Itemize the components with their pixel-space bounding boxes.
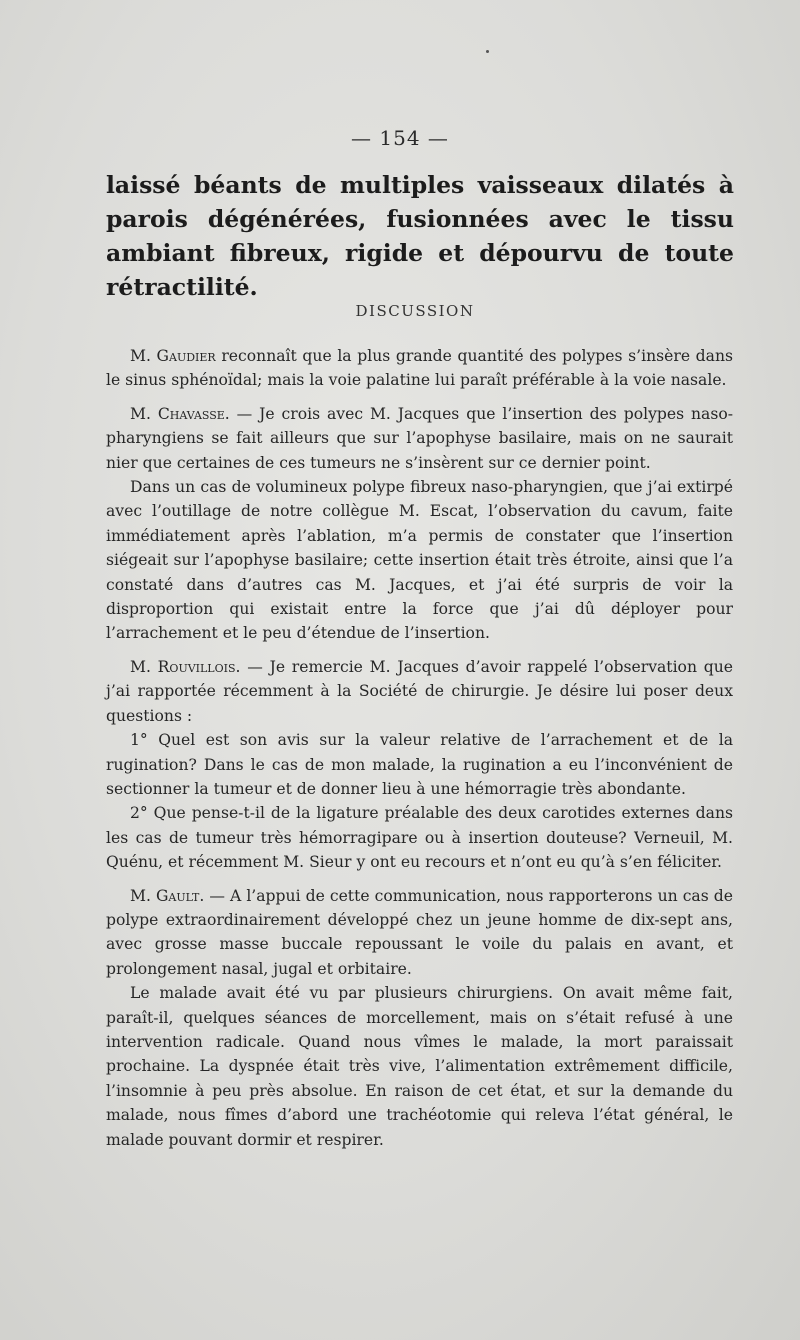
- paragraph-question-1: [106, 728, 733, 801]
- page-number: — 154 —: [351, 126, 449, 150]
- section-heading: DISCUSSION: [355, 302, 475, 320]
- paragraph-chavasse-cont: [106, 475, 733, 646]
- paragraph-text: reconnaît que la plus grande quantité des polypes s’insère dans le sinus sphénoïdal; mais la voie palatine lui paraît préférable à la voie nasale.: [106, 347, 734, 390]
- lead-paragraph: laissé béants de multiples vaisseaux dilatés à parois dégénérées, fusionnées avec le tissu ambiant fibreux, rigide et dépourvu de toute rétractilité.: [106, 171, 734, 301]
- paragraph-gault: [106, 884, 733, 982]
- paragraph-text: — Je remercie M. Jacques d’avoir rappelé l’observation que j’ai rapportée récemment à la Société de chirurgie. Je désire lui poser deux questions :: [106, 657, 733, 725]
- speck: [486, 50, 489, 53]
- paragraph-text: — A l’appui de cette communication, nous rapporterons un cas de polype extraordinairement développé chez un jeune homme de dix-sept ans, avec grosse masse buccale repoussant le voile du palais en avant, et prolongement nasal, jugal et orbitaire.: [106, 886, 733, 978]
- paragraph-text: — Je crois avec M. Jacques que l’insertion des polypes naso-pharyngiens se fait ailleurs que sur l’apophyse basilaire, mais on ne saurait nier que certaines de ces tumeurs ne s’insèrent sur ce dernier point.: [106, 404, 733, 472]
- paragraph-text: 1° Quel est son avis sur la valeur relative de l’arrachement et de la rugination? Dans le cas de mon malade, la rugination a eu l’inconvénient de sectionner la tumeur et de donner lieu à une hémorragie très abondante.: [106, 731, 733, 798]
- paragraph-text: Dans un cas de volumineux polype fibreux naso-pharyngien, que j’ai extirpé avec l’outillage de notre collègue M. Escat, l’observation du cavum, faite immédiatement après l’ablation, m’a permis de constater que l’insertion siégeait sur l’apophyse basilaire; cette insertion était très étroite, ainsi que l’a constaté dans d’autres cas M. Jacques, et j’ai été surpris de voir la disproportion qui existait entre la force que j’ai dû déployer pour l’arrachement et le peu d’étendue de l’insertion.: [106, 478, 733, 643]
- paragraph-gaudier: [106, 344, 733, 393]
- paragraph-question-2: [106, 801, 733, 874]
- discussion-body: [106, 344, 733, 1161]
- paragraph-text: 2° Que pense-t-il de la ligature préalable des deux carotides externes dans les cas de tumeur très hémorragipare ou à insertion douteuse? Verneuil, M. Quénu, et récemment M. Sieur y ont eu recours et n’ont eu qu’à s’en féliciter.: [106, 804, 733, 872]
- speaker-name: M. Gaudier: [130, 347, 216, 365]
- paragraph-gault-cont: [106, 981, 733, 1152]
- paragraph-rouvillois: [106, 655, 733, 728]
- speaker-name: M. Rouvillois.: [130, 657, 241, 676]
- speaker-name: M. Chavasse.: [130, 404, 230, 423]
- paragraph-text: Le malade avait été vu par plusieurs chirurgiens. On avait même fait, paraît-il, quelques séances de morcellement, mais on s’était refusé à une intervention radicale. Quand nous vîmes le malade, la mort paraissait prochaine. La dyspnée était très vive, l’alimentation extrêmement difficile, l’insomnie à peu près absolue. En raison de cet état, et sur la demande du malade, nous fîmes d’abord une trachéotomie qui releva l’état général, le malade pouvant dormir et respirer.: [106, 984, 733, 1149]
- paragraph-chavasse: [106, 402, 733, 475]
- speaker-name: M. Gault.: [130, 886, 205, 905]
